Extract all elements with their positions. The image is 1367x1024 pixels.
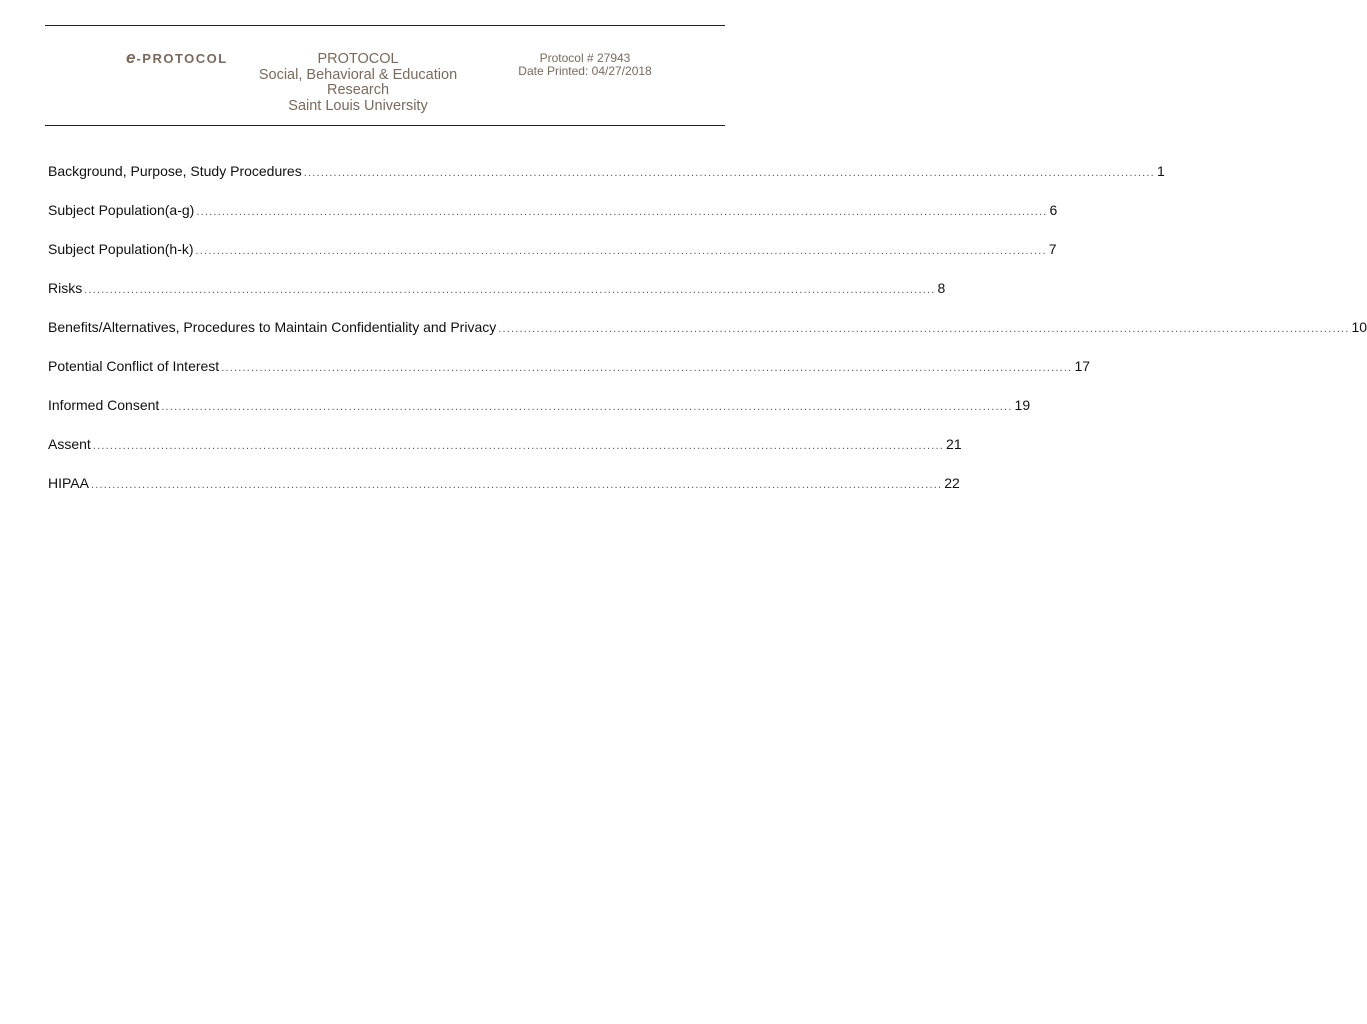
toc-dot-leader: ........................................................................................................................................................................................................ <box>90 479 943 491</box>
toc-dot-leader: ........................................................................................................................................................................................................ <box>92 440 945 452</box>
toc-entry-label: Potential Conflict of Interest <box>48 358 220 374</box>
toc-dot-leader: ........................................................................................................................................................................................................ <box>221 362 1073 374</box>
protocol-meta <box>500 52 670 78</box>
toc-entry-page: 8 <box>937 280 946 296</box>
toc-entry-label: Background, Purpose, Study Procedures <box>48 163 302 179</box>
toc-dot-leader: ........................................................................................................................................................................................................ <box>195 245 1047 257</box>
toc-entry-label: Risks <box>48 280 83 296</box>
toc-entry-page: 10 <box>1351 319 1367 335</box>
title-line-1: PROTOCOL <box>317 51 399 67</box>
toc-dot-leader: ........................................................................................................................................................................................................ <box>196 206 1048 218</box>
toc-entry[interactable] <box>48 239 1057 278</box>
protocol-number: Protocol # 27943 <box>539 51 631 65</box>
toc-entry[interactable] <box>48 161 1165 200</box>
logo-e-glyph: e <box>126 48 136 67</box>
toc-entry-page: 7 <box>1048 241 1057 257</box>
document-title-block <box>240 52 476 114</box>
title-line-4: Saint Louis University <box>288 97 428 114</box>
toc-entry-label: Subject Population(a-g) <box>48 202 195 218</box>
toc-entry[interactable] <box>48 356 1091 395</box>
toc-entry[interactable] <box>48 278 946 317</box>
toc-dot-leader: ........................................................................................................................................................................................................ <box>303 167 1155 179</box>
date-printed: Date Printed: 04/27/2018 <box>518 64 652 78</box>
toc-dot-leader: ........................................................................................................................................................................................................ <box>498 323 1350 335</box>
toc-entry-page: 6 <box>1049 202 1058 218</box>
toc-entry[interactable] <box>48 395 1031 434</box>
toc-entry-label: Assent <box>48 436 91 452</box>
toc-entry[interactable] <box>48 473 960 512</box>
toc-dot-leader: ........................................................................................................................................................................................................ <box>161 401 1013 413</box>
toc-entry-label: Subject Population(h-k) <box>48 241 194 257</box>
toc-entry[interactable] <box>48 434 962 473</box>
toc-entry-page: 22 <box>944 475 960 491</box>
title-line-3: Research <box>326 82 390 98</box>
table-of-contents <box>48 161 1367 512</box>
logo-text: -PROTOCOL <box>136 51 228 66</box>
toc-entry[interactable] <box>48 317 1367 356</box>
toc-entry-label: Informed Consent <box>48 397 160 413</box>
header-top-rule <box>45 25 725 26</box>
toc-entry-page: 21 <box>946 436 962 452</box>
title-line-2: Social, Behavioral & Education <box>258 66 458 83</box>
header-bottom-rule <box>45 125 725 126</box>
toc-dot-leader: ........................................................................................................................................................................................................ <box>84 284 936 296</box>
toc-entry-page: 1 <box>1156 163 1165 179</box>
toc-entry-label: Benefits/Alternatives, Procedures to Maintain Confidentiality and Privacy <box>48 319 497 335</box>
toc-entry[interactable] <box>48 200 1058 239</box>
eprotocol-logo <box>126 48 228 68</box>
toc-entry-page: 19 <box>1014 397 1031 413</box>
toc-entry-label: HIPAA <box>48 475 89 491</box>
toc-entry-page: 17 <box>1074 358 1091 374</box>
